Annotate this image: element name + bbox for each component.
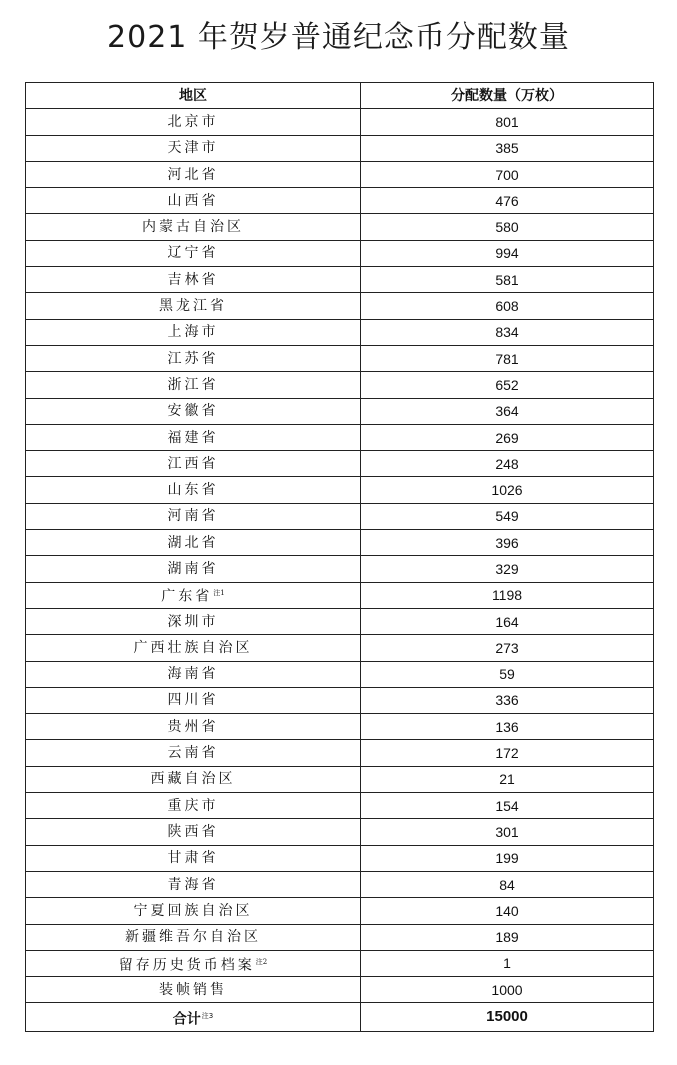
table-row [26, 714, 654, 740]
quantity-cell: 1198 [361, 582, 654, 608]
region-cell [26, 819, 361, 845]
table-row [26, 451, 654, 477]
table-row [26, 661, 654, 687]
region-cell [26, 503, 361, 529]
region-name: 江苏省 [167, 350, 219, 367]
region-name: 山西省 [167, 192, 219, 209]
region-cell [26, 793, 361, 819]
table-row [26, 871, 654, 897]
table-row [26, 845, 654, 871]
total-label-cell [26, 1003, 361, 1032]
quantity-cell: 199 [361, 845, 654, 871]
region-cell [26, 582, 361, 608]
region-cell [26, 871, 361, 897]
region-cell [26, 950, 361, 976]
table-row [26, 477, 654, 503]
region-cell [26, 714, 361, 740]
region-name: 天津市 [167, 140, 219, 157]
table-row [26, 214, 654, 240]
quantity-cell: 140 [361, 898, 654, 924]
table-row [26, 319, 654, 345]
quantity-cell: 476 [361, 188, 654, 214]
quantity-cell: 608 [361, 293, 654, 319]
region-cell [26, 977, 361, 1003]
table-row [26, 687, 654, 713]
table-row [26, 950, 654, 976]
table-row [26, 503, 654, 529]
quantity-cell: 329 [361, 556, 654, 582]
region-cell [26, 267, 361, 293]
region-name: 湖南省 [167, 560, 219, 577]
quantity-cell: 1026 [361, 477, 654, 503]
quantity-cell: 84 [361, 871, 654, 897]
quantity-cell: 189 [361, 924, 654, 950]
region-name: 辽宁省 [167, 245, 219, 262]
region-name: 河北省 [167, 166, 219, 183]
table-row [26, 977, 654, 1003]
table-row [26, 898, 654, 924]
region-cell [26, 424, 361, 450]
region-cell [26, 135, 361, 161]
page-title: 2021 年贺岁普通纪念币分配数量 [107, 20, 570, 55]
table-row [26, 345, 654, 371]
region-name: 安徽省 [167, 403, 219, 420]
table-row [26, 635, 654, 661]
region-cell [26, 161, 361, 187]
region-cell [26, 608, 361, 634]
table-row [26, 740, 654, 766]
table-row [26, 240, 654, 266]
region-cell [26, 845, 361, 871]
table-row [26, 293, 654, 319]
quantity-cell: 164 [361, 608, 654, 634]
region-name: 北京市 [167, 113, 219, 130]
quantity-cell: 994 [361, 240, 654, 266]
quantity-cell: 549 [361, 503, 654, 529]
region-name: 宁夏回族自治区 [133, 902, 253, 919]
region-cell [26, 661, 361, 687]
quantity-cell: 336 [361, 687, 654, 713]
region-cell [26, 556, 361, 582]
region-name: 内蒙古自治区 [142, 219, 244, 236]
region-name: 河南省 [167, 508, 219, 525]
table-row [26, 582, 654, 608]
quantity-cell: 580 [361, 214, 654, 240]
column-header-region: 地区 [26, 83, 361, 109]
region-cell [26, 319, 361, 345]
table-row [26, 924, 654, 950]
region-name: 深圳市 [167, 613, 219, 630]
table-row [26, 556, 654, 582]
table-header-row [26, 83, 654, 109]
region-name: 山东省 [167, 482, 219, 499]
quantity-cell: 136 [361, 714, 654, 740]
region-cell [26, 372, 361, 398]
region-cell [26, 451, 361, 477]
region-name: 新疆维吾尔自治区 [125, 929, 261, 946]
region-cell [26, 345, 361, 371]
quantity-cell: 21 [361, 766, 654, 792]
region-name: 广东省 [161, 589, 213, 606]
quantity-cell: 396 [361, 530, 654, 556]
table-row [26, 161, 654, 187]
table-row [26, 267, 654, 293]
region-cell [26, 109, 361, 135]
table-row [26, 766, 654, 792]
quantity-cell: 834 [361, 319, 654, 345]
region-name: 四川省 [167, 692, 219, 709]
quantity-cell: 273 [361, 635, 654, 661]
region-name: 海南省 [167, 666, 219, 683]
quantity-cell: 385 [361, 135, 654, 161]
table-row [26, 109, 654, 135]
region-name: 西藏自治区 [150, 771, 236, 788]
region-name: 重庆市 [167, 797, 219, 814]
quantity-cell: 59 [361, 661, 654, 687]
region-name: 贵州省 [167, 718, 219, 735]
region-cell [26, 740, 361, 766]
table-row [26, 424, 654, 450]
region-name: 福建省 [167, 429, 219, 446]
quantity-cell: 154 [361, 793, 654, 819]
quantity-cell: 269 [361, 424, 654, 450]
region-name: 黑龙江省 [159, 298, 227, 315]
region-name: 云南省 [167, 745, 219, 762]
region-name: 甘肃省 [167, 850, 219, 867]
quantity-cell: 364 [361, 398, 654, 424]
quantity-cell: 700 [361, 161, 654, 187]
column-header-quantity: 分配数量（万枚） [361, 83, 654, 109]
table-row [26, 608, 654, 634]
table-row [26, 530, 654, 556]
region-cell [26, 530, 361, 556]
quantity-cell: 652 [361, 372, 654, 398]
table-row [26, 819, 654, 845]
footnote-marker: 注3 [201, 1011, 214, 1020]
region-name: 陕西省 [167, 823, 219, 840]
quantity-cell: 1 [361, 950, 654, 976]
table-row [26, 372, 654, 398]
region-name: 装帧销售 [159, 981, 227, 998]
region-name: 吉林省 [167, 271, 219, 288]
region-name: 江西省 [167, 455, 219, 472]
quantity-cell: 172 [361, 740, 654, 766]
region-cell [26, 635, 361, 661]
region-cell [26, 924, 361, 950]
total-label: 合计 [172, 1011, 201, 1028]
total-quantity: 15000 [361, 1003, 654, 1032]
footnote-marker: 注2 [255, 957, 268, 966]
region-cell [26, 477, 361, 503]
region-cell [26, 188, 361, 214]
region-cell [26, 398, 361, 424]
quantity-cell: 581 [361, 267, 654, 293]
table-row [26, 135, 654, 161]
table-row [26, 188, 654, 214]
region-cell [26, 214, 361, 240]
total-row [26, 1003, 654, 1032]
distribution-table [25, 82, 654, 1032]
region-cell [26, 766, 361, 792]
region-name: 上海市 [167, 324, 219, 341]
region-cell [26, 687, 361, 713]
table-row [26, 398, 654, 424]
region-name: 留存历史货币档案 [118, 957, 255, 974]
table-row [26, 793, 654, 819]
quantity-cell: 801 [361, 109, 654, 135]
region-name: 广西壮族自治区 [133, 639, 253, 656]
region-name: 浙江省 [167, 376, 219, 393]
quantity-cell: 1000 [361, 977, 654, 1003]
region-cell [26, 293, 361, 319]
quantity-cell: 248 [361, 451, 654, 477]
region-cell [26, 898, 361, 924]
region-name: 湖北省 [167, 534, 219, 551]
quantity-cell: 301 [361, 819, 654, 845]
region-cell [26, 240, 361, 266]
region-name: 青海省 [167, 876, 219, 893]
quantity-cell: 781 [361, 345, 654, 371]
footnote-marker: 注1 [213, 589, 225, 598]
